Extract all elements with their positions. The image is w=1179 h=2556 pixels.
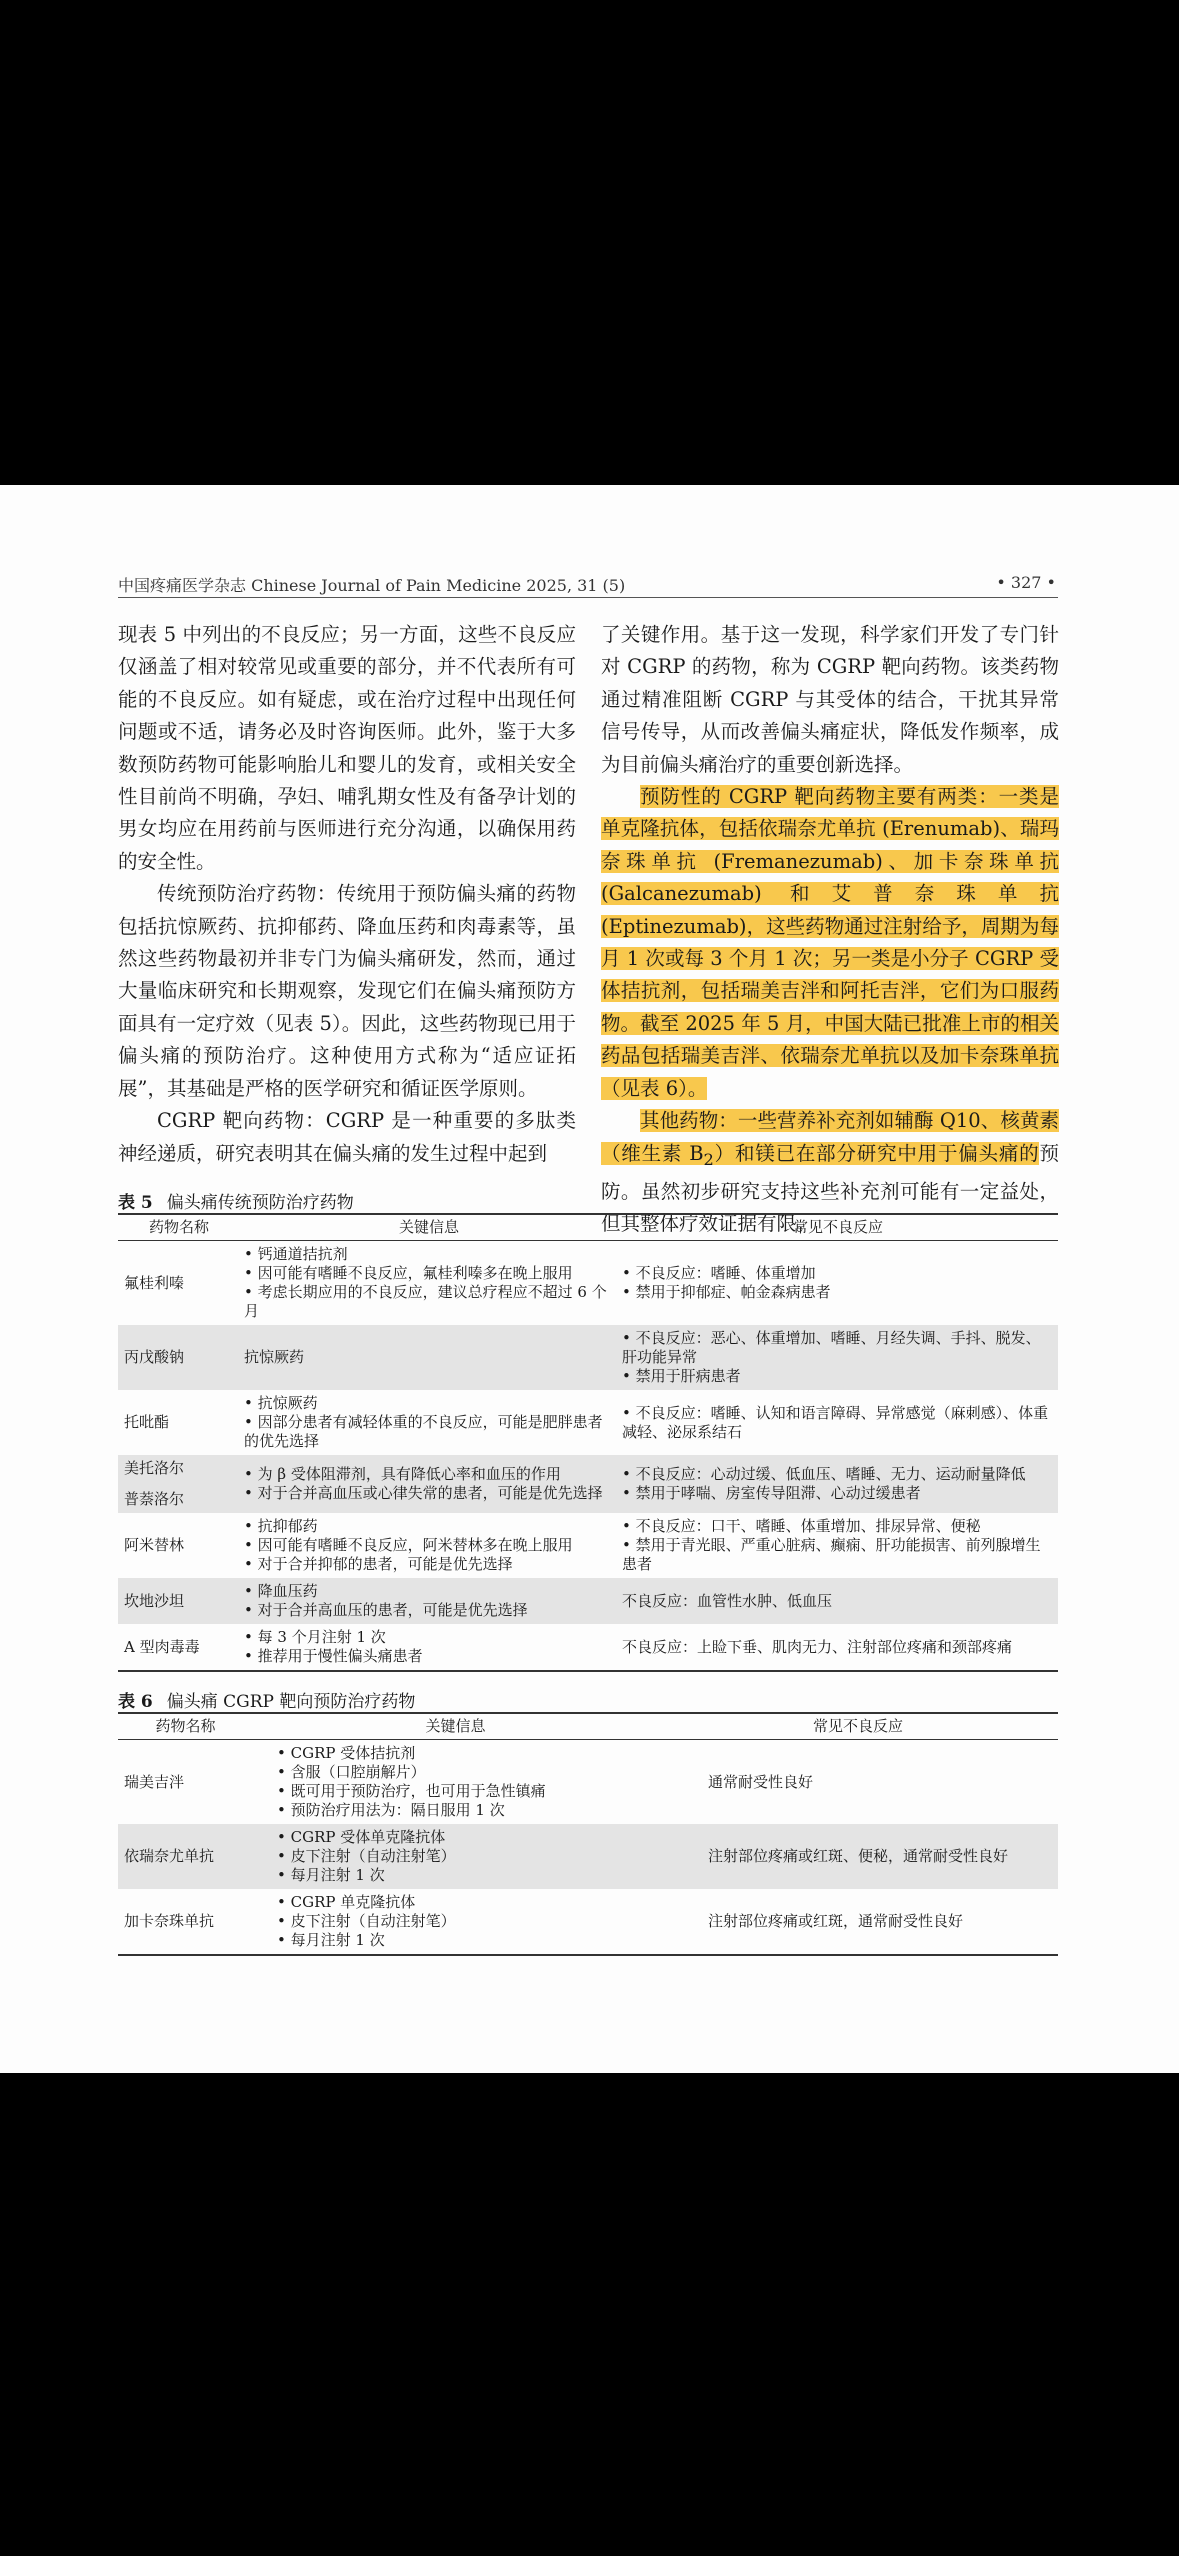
bullet-item: • 对于合并抑郁的患者，可能是优先选择 [244,1555,614,1574]
bullet-list [244,1465,614,1503]
drug-name: 丙戊酸钠 [124,1348,185,1366]
drug-name-cell [118,1513,240,1578]
drug-name-cell [118,1241,240,1326]
drug-name: 美托洛尔 [124,1459,185,1477]
adverse-cell [618,1390,1058,1455]
drug-name-cell [118,1889,253,1955]
highlight-text: ）和镁已在部分研究中用于偏头痛的 [713,1141,1040,1165]
bullet-list [244,1582,614,1620]
bullet-list [244,1245,614,1321]
table6 [118,1712,1058,1956]
drug-name-cell [118,1624,240,1671]
column-header: 关键信息 [253,1713,658,1740]
adverse-cell [618,1624,1058,1671]
left-column [118,619,576,1170]
bullet-item: • 不良反应：恶心、体重增加、嗜睡、月经失调、手抖、脱发、肝功能异常 [622,1329,1054,1367]
bullet-list [244,1394,614,1451]
table-row [118,1740,1058,1825]
drug-name: A 型肉毒毒 [124,1637,200,1656]
adverse-cell [618,1455,1058,1513]
bullet-list [622,1465,1054,1503]
table-row [118,1889,1058,1955]
bullet-list [277,1744,654,1820]
subscript: 2 [703,1149,714,1169]
table-row [118,1455,1058,1513]
drug-name: 托吡酯 [124,1413,170,1431]
adverse-cell [658,1824,1058,1889]
key-info-cell [253,1740,658,1825]
bullet-item: • 预防治疗用法为：隔日服用 1 次 [277,1801,654,1820]
bullet-item: • 禁用于哮喘、房室传导阻滞、心动过缓患者 [622,1484,1054,1503]
bullet-list [622,1329,1054,1386]
bullet-item: • 降血压药 [244,1582,614,1601]
column-header: 常见不良反应 [658,1713,1058,1740]
drug-name-cell [118,1390,240,1455]
bullet-item: • 不良反应：心动过缓、低血压、嗜睡、无力、运动耐量降低 [622,1465,1054,1484]
table-title: 偏头痛传统预防治疗药物 [166,1193,354,1213]
adverse-cell [658,1889,1058,1955]
bullet-list [244,1628,614,1666]
table-row [118,1325,1058,1390]
key-info-text: 抗惊厥药 [244,1348,305,1366]
key-info-cell [253,1824,658,1889]
paragraph: 现表 5 中列出的不良反应；另一方面，这些不良反应仅涵盖了相对较常见或重要的部分，并不代表所有可能的不良反应。如有疑虑，或在治疗过程中出现任何问题或不适，请务必及时咨询医师。此外，鉴于大多数预防药物可能影响胎儿和婴儿的发育，或相关安全性目前尚不明确，孕妇、哺乳期女性及有备孕计划的男女均应在用药前与医师进行充分沟通，以确保用药的安全性。 [118,623,576,873]
bullet-item: • 因可能有嗜睡不良反应，阿米替林多在晚上服用 [244,1536,614,1555]
highlight: 预防性的 CGRP 靶向药物主要有两类：一类是单克隆抗体，包括依瑞奈尤单抗 (Erenumab)、瑞玛奈珠单抗 (Fremanezumab)、加卡奈珠单抗 (Galcanezumab) 和艾普奈珠单抗 (Eptinezumab)，这些药物通过注射给予，周期为每月 1 次或每 3 个月 1 次；另一类是小分子 CGRP 受体拮抗剂，包括瑞美吉泮和阿托吉泮，它们为口服药物。截至 2025 年 5 月，中国大陆已批准上市的相关药品包括瑞美吉泮、依瑞奈尤单抗以及加卡奈珠单抗（见表 6）。 [601,785,1059,1100]
bullet-item: • 不良反应：口干、嗜睡、体重增加、排尿异常、便秘 [622,1517,1054,1536]
bullet-item: • 每月注射 1 次 [277,1866,654,1885]
header-rule [118,597,1058,598]
adverse-cell [658,1740,1058,1825]
drug-name: 加卡奈珠单抗 [124,1912,215,1930]
drug-name: 瑞美吉泮 [124,1772,185,1791]
drug-name-cell [118,1740,253,1825]
paragraph: CGRP 靶向药物：CGRP 是一种重要的多肽类神经递质，研究表明其在偏头痛的发生过程中起到 [118,1109,576,1165]
right-column [601,619,1059,1241]
bullet-item: • 既可用于预防治疗，也可用于急性镇痛 [277,1782,654,1801]
drug-name-cell [118,1578,240,1624]
bullet-item: • CGRP 单克隆抗体 [277,1893,654,1912]
bullet-item: • 对于合并高血压的患者，可能是优先选择 [244,1601,614,1620]
bullet-item: • 皮下注射（自动注射笔） [277,1847,654,1866]
bullet-item: • 对于合并高血压或心律失常的患者，可能是优先选择 [244,1484,614,1503]
bullet-item: • 禁用于肝病患者 [622,1367,1054,1386]
bullet-list [244,1517,614,1574]
drug-name: 坎地沙坦 [124,1591,185,1610]
table-row [118,1824,1058,1889]
table-label: 表 5 [118,1193,153,1213]
key-info-cell [240,1578,618,1624]
highlight-text: 其他药物：一些营养补充剂如辅酶 Q10、核黄素（维生素 B [601,1109,1059,1165]
bullet-list [622,1404,1054,1442]
bullet-item: • 为 β 受体阻滞剂，具有降低心率和血压的作用 [244,1465,614,1484]
journal-header: 中国疼痛医学杂志 Chinese Journal of Pain Medicine 2025, 31 (5) [118,576,626,595]
table-row [118,1578,1058,1624]
adverse-text: 不良反应：上睑下垂、肌肉无力、注射部位疼痛和颈部疼痛 [622,1637,1013,1656]
bullet-list [622,1517,1054,1574]
drug-name-cell [118,1455,240,1513]
drug-name-cell [118,1325,240,1390]
highlight [601,1109,1059,1169]
bullet-item: • 因部分患者有减轻体重的不良反应，可能是肥胖患者的优先选择 [244,1413,614,1451]
table-title: 偏头痛 CGRP 靶向预防治疗药物 [166,1692,416,1712]
table-row [118,1624,1058,1671]
adverse-cell [618,1241,1058,1326]
paragraph: 了关键作用。基于这一发现，科学家们开发了专门针对 CGRP 的药物，称为 CGRP 靶向药物。该类药物通过精准阻断 CGRP 与其受体的结合，干扰其异常信号传导，从而改善偏头痛症状，降低发作频率，成为目前偏头痛治疗的重要创新选择。 [601,623,1059,776]
key-info-cell [240,1455,618,1513]
drug-name: 阿米替林 [124,1536,185,1554]
column-header: 药物名称 [118,1713,253,1740]
paragraph-text: 预防。虽然初步研究支持这些补充剂可能有一定益处，但其整体疗效证据有限。 [601,1141,1059,1236]
drug-name: 依瑞奈尤单抗 [124,1847,215,1865]
adverse-text: 注射部位疼痛或红斑、便秘，通常耐受性良好 [708,1847,1009,1865]
bullet-item: • 推荐用于慢性偏头痛患者 [244,1647,614,1666]
key-info-cell [240,1241,618,1326]
bullet-item: • 禁用于青光眼、严重心脏病、癫痫、肝功能损害、前列腺增生患者 [622,1536,1054,1574]
column-header: 药物名称 [118,1214,240,1241]
table5 [118,1213,1058,1672]
table-header-row [118,1713,1058,1740]
bullet-list [622,1264,1054,1302]
table-row [118,1241,1058,1326]
bullet-item: • 抗惊厥药 [244,1394,614,1413]
key-info-cell [240,1513,618,1578]
bullet-item: • 含服（口腔崩解片） [277,1763,654,1782]
bullet-list [277,1893,654,1950]
bullet-item: • 不良反应：嗜睡、体重增加 [622,1264,1054,1283]
bullet-list [277,1828,654,1885]
key-info-cell [240,1325,618,1390]
bullet-item: • 禁用于抑郁症、帕金森病患者 [622,1283,1054,1302]
adverse-text: 不良反应：血管性水肿、低血压 [622,1591,833,1610]
table-header-row [118,1214,1058,1241]
adverse-cell [618,1325,1058,1390]
table-label: 表 6 [118,1692,153,1712]
bullet-item: • 皮下注射（自动注射笔） [277,1912,654,1931]
bullet-item: • 因可能有嗜睡不良反应，氟桂利嗪多在晚上服用 [244,1264,614,1283]
page-number: • 327 • [996,573,1056,592]
bullet-item: • 每月注射 1 次 [277,1931,654,1950]
bullet-item: • 考虑长期应用的不良反应，建议总疗程应不超过 6 个月 [244,1283,614,1321]
journal-page [0,485,1179,2073]
table6-caption [118,1687,415,1712]
bullet-item: • CGRP 受体单克隆抗体 [277,1828,654,1847]
table5-caption [118,1188,354,1213]
highlighted-paragraph [601,781,1059,1105]
bullet-item: • 不良反应：嗜睡、认知和语言障碍、异常感觉（麻刺感）、体重减轻、泌尿系结石 [622,1404,1054,1442]
bullet-item: • 钙通道拮抗剂 [244,1245,614,1264]
drug-name-cell [118,1824,253,1889]
drug-name: 氟桂利嗪 [124,1273,185,1292]
adverse-cell [618,1513,1058,1578]
bullet-item: • CGRP 受体拮抗剂 [277,1744,654,1763]
table-row [118,1513,1058,1578]
table-row [118,1390,1058,1455]
adverse-text: 通常耐受性良好 [708,1772,814,1791]
bullet-item: • 每 3 个月注射 1 次 [244,1628,614,1647]
drug-name: 普萘洛尔 [124,1490,185,1508]
bullet-item: • 抗抑郁药 [244,1517,614,1536]
key-info-cell [240,1390,618,1455]
key-info-cell [240,1624,618,1671]
column-header: 常见不良反应 [618,1214,1058,1241]
key-info-cell [253,1889,658,1955]
column-header: 关键信息 [240,1214,618,1241]
adverse-cell [618,1578,1058,1624]
paragraph: 传统预防治疗药物：传统用于预防偏头痛的药物包括抗惊厥药、抗抑郁药、降血压药和肉毒素等，虽然这些药物最初并非专门为偏头痛研发，然而，通过大量临床研究和长期观察，发现它们在偏头痛预防方面具有一定疗效（见表 5）。因此，这些药物现已用于偏头痛的预防治疗。这种使用方式称为“适应证拓展”，其基础是严格的医学研究和循证医学原则。 [118,882,576,1100]
adverse-text: 注射部位疼痛或红斑，通常耐受性良好 [708,1912,964,1930]
